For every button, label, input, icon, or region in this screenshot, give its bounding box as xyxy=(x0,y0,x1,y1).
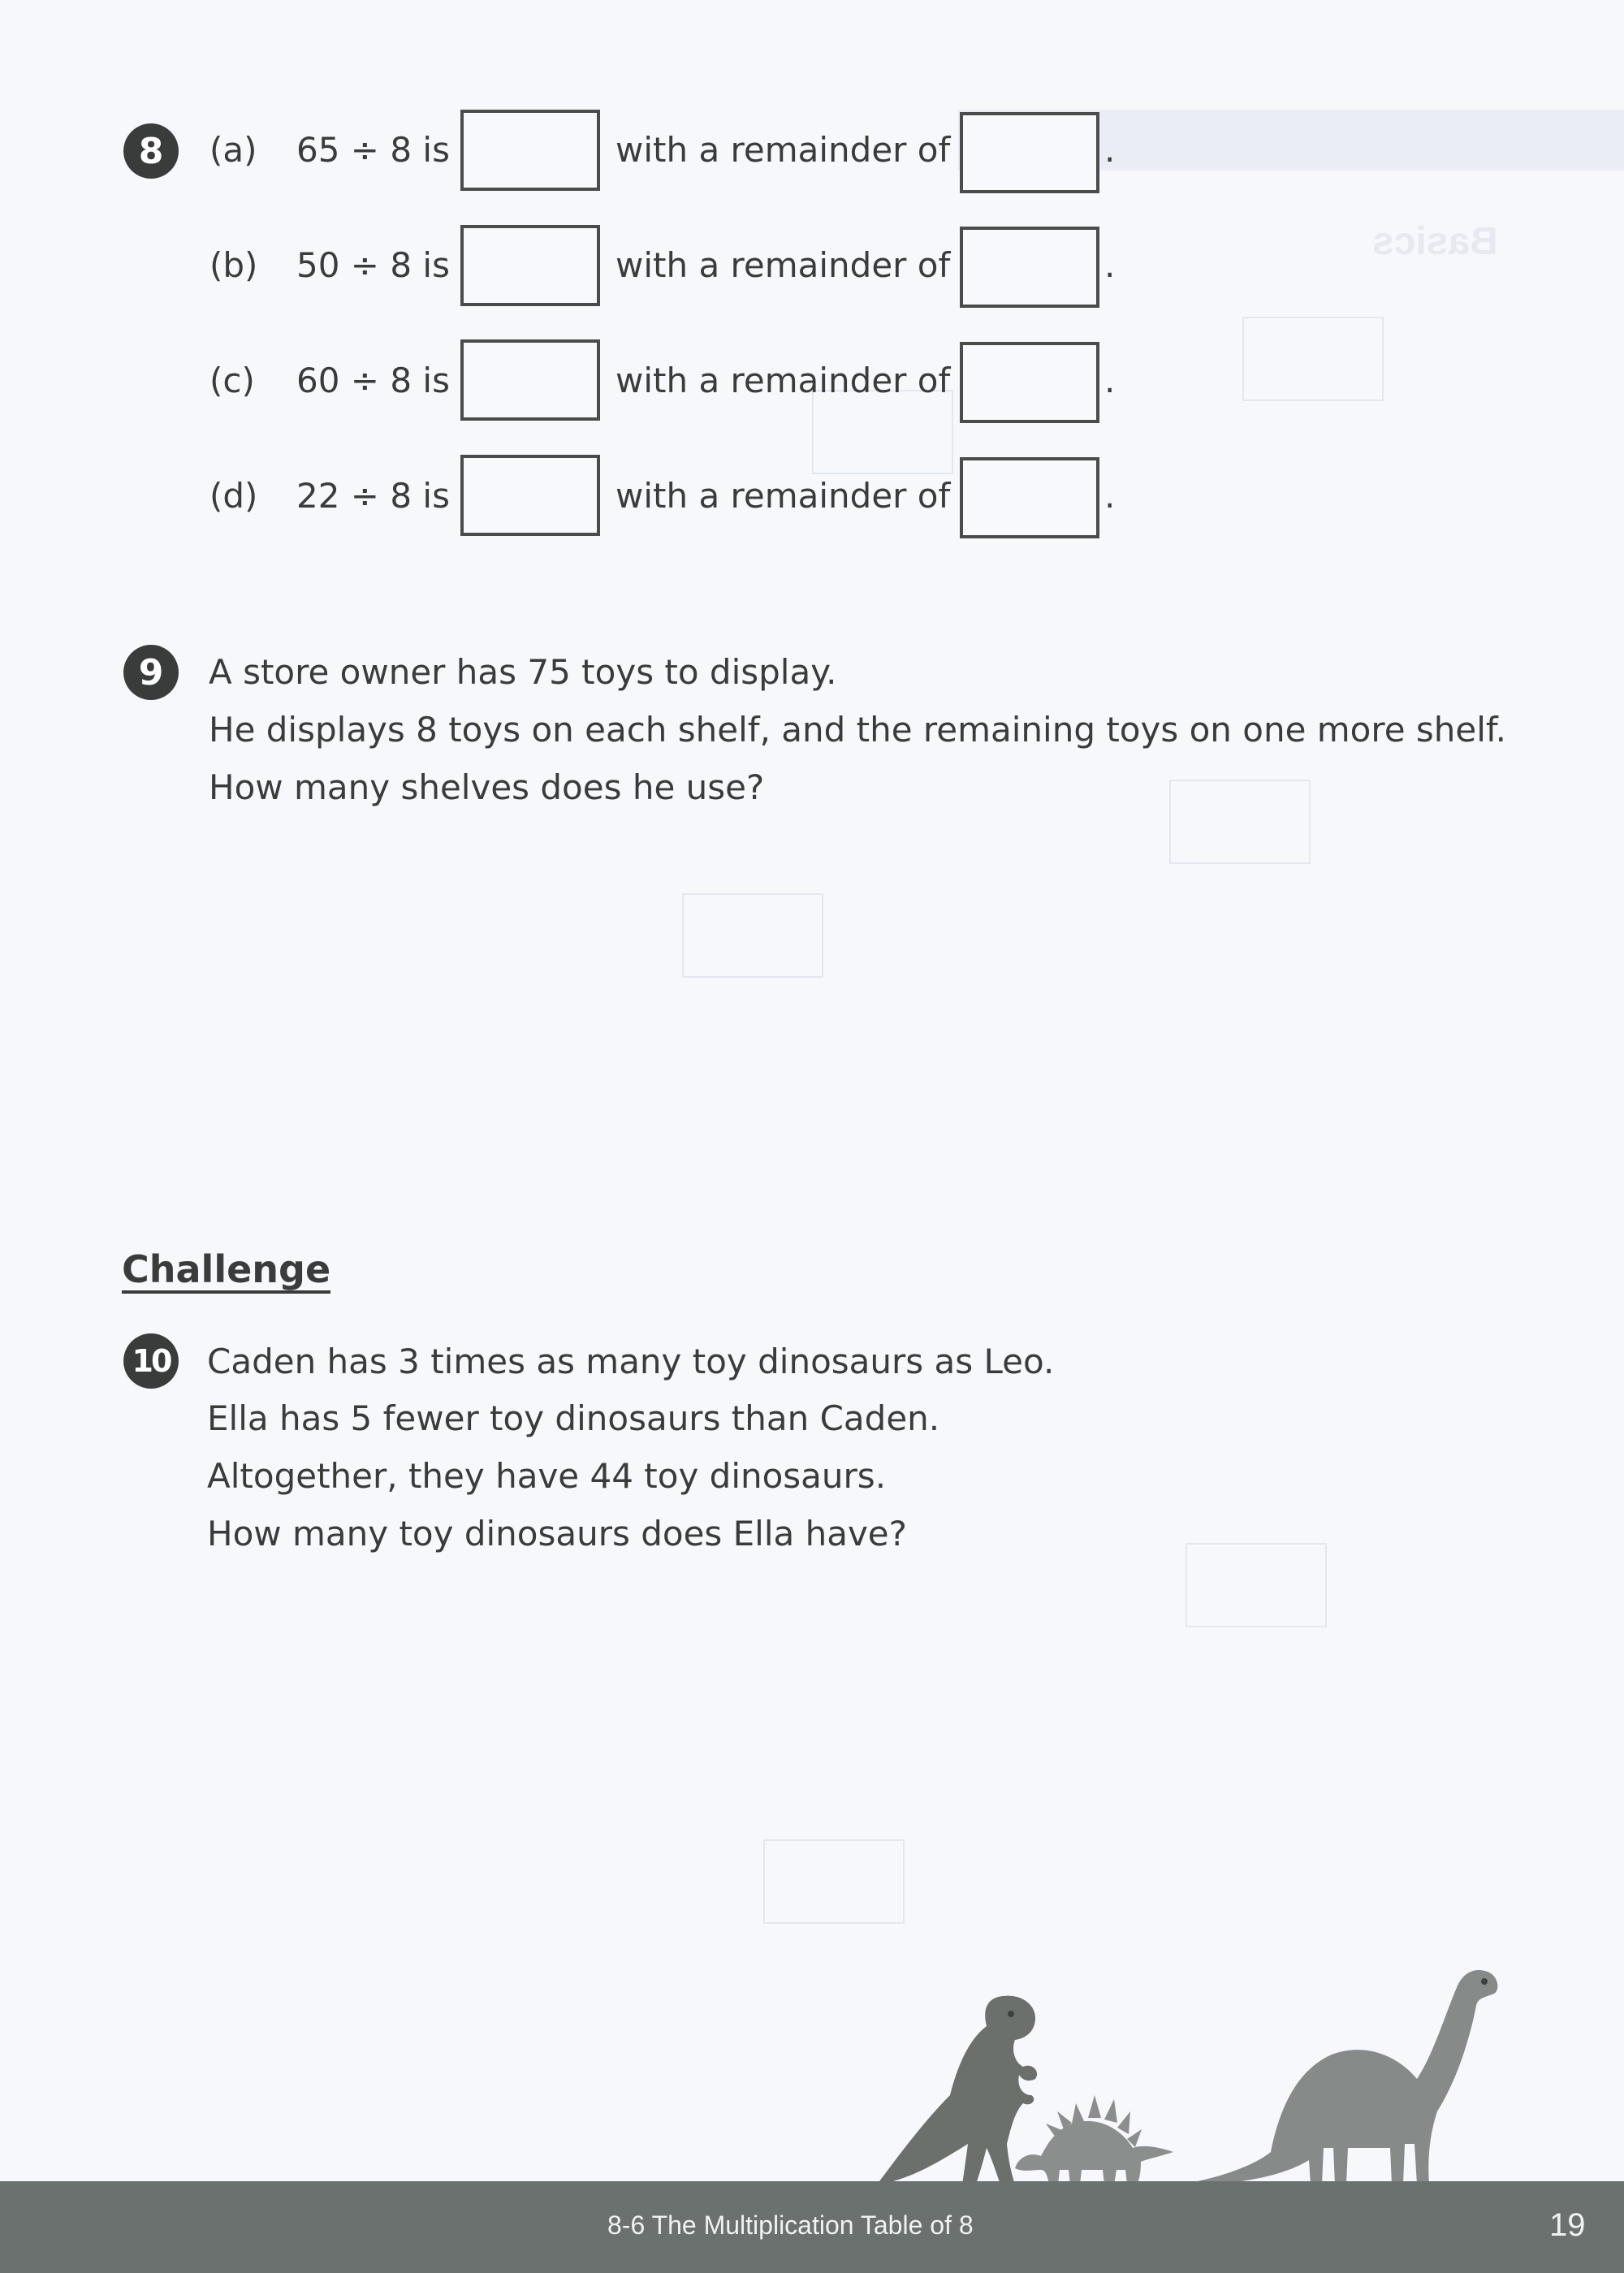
footer-chapter-title: 8-6 The Multiplication Table of 8 xyxy=(607,2210,974,2240)
show-through-box xyxy=(1242,317,1384,401)
t-rex-icon xyxy=(877,1996,1037,2184)
quotient-answer-box[interactable] xyxy=(460,225,600,306)
question-number-badge: 10 xyxy=(123,1333,179,1389)
challenge-heading: Challenge xyxy=(122,1248,330,1294)
division-expression: 22 ÷ 8 is xyxy=(296,476,450,516)
part-label: (c) xyxy=(209,361,255,400)
division-expression: 50 ÷ 8 is xyxy=(296,245,450,285)
show-through-box xyxy=(1169,780,1311,864)
period: . xyxy=(1104,130,1116,170)
remainder-connector: with a remainder of xyxy=(615,361,951,400)
brontosaurus-icon xyxy=(1177,1970,1497,2184)
remainder-answer-box[interactable] xyxy=(960,342,1099,423)
remainder-connector: with a remainder of xyxy=(615,245,951,285)
question-10-line: Caden has 3 times as many toy dinosaurs as Leo. xyxy=(207,1342,1055,1381)
question-9-line: He displays 8 toys on each shelf, and the remaining toys on one more shelf. xyxy=(209,710,1506,750)
part-label: (b) xyxy=(209,245,258,285)
question-10-line: Altogether, they have 44 toy dinosaurs. xyxy=(207,1456,887,1496)
question-number-badge: 8 xyxy=(123,123,179,179)
part-label: (d) xyxy=(209,476,258,516)
question-number-badge: 9 xyxy=(123,645,179,700)
period: . xyxy=(1104,245,1116,285)
question-9-line: A store owner has 75 toys to display. xyxy=(209,652,837,692)
remainder-connector: with a remainder of xyxy=(615,130,951,170)
remainder-connector: with a remainder of xyxy=(615,476,951,516)
question-10-line: Ella has 5 fewer toy dinosaurs than Caden. xyxy=(207,1398,940,1438)
show-through-box xyxy=(1186,1543,1327,1627)
page-number: 19 xyxy=(1549,2207,1586,2243)
division-expression: 65 ÷ 8 is xyxy=(296,130,450,170)
remainder-answer-box[interactable] xyxy=(960,112,1099,193)
part-label: (a) xyxy=(209,130,257,170)
show-through-text: Basics xyxy=(1372,220,1498,263)
period: . xyxy=(1104,476,1116,516)
question-10-line: How many toy dinosaurs does Ella have? xyxy=(207,1514,907,1554)
dinosaurs-illustration xyxy=(828,1949,1559,2193)
stegosaurus-icon xyxy=(1015,2095,1173,2184)
quotient-answer-box[interactable] xyxy=(460,110,600,191)
quotient-answer-box[interactable] xyxy=(460,339,600,421)
show-through-box xyxy=(812,390,953,474)
remainder-answer-box[interactable] xyxy=(960,227,1099,308)
division-expression: 60 ÷ 8 is xyxy=(296,361,450,400)
remainder-answer-box[interactable] xyxy=(960,457,1099,538)
question-9-line: How many shelves does he use? xyxy=(209,767,765,807)
period: . xyxy=(1104,361,1116,400)
show-through-box xyxy=(763,1839,905,1924)
quotient-answer-box[interactable] xyxy=(460,455,600,536)
show-through-box xyxy=(682,893,823,978)
